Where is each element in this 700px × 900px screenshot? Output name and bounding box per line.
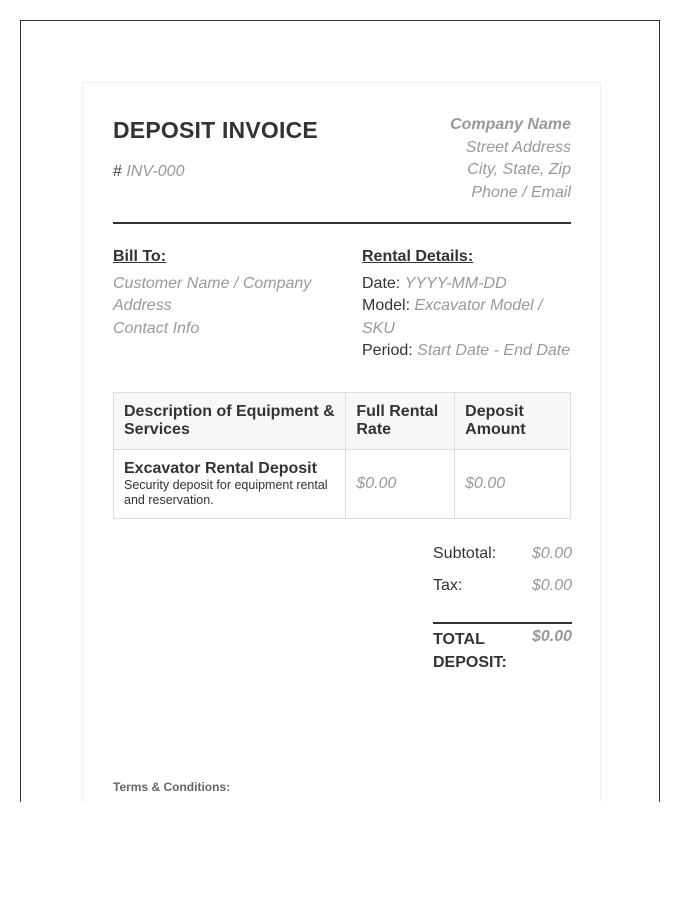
rental-model-value: Excavator Model / SKU [362,297,543,337]
invoice-number-prefix: # [113,163,122,180]
total-row [433,628,572,674]
rental-date-label: Date: [362,274,401,292]
total-label: TOTAL DEPOSIT: [433,631,507,671]
invoice-title: DEPOSIT INVOICE [113,117,318,143]
item-rental-rate: $0.00 [346,450,455,519]
invoice-number-value: INV-000 [126,163,185,180]
header-deposit-amount: Deposit Amount [455,393,571,450]
rental-model-line [362,295,577,340]
subtotal-row [433,543,572,575]
rental-period-value: Start Date - End Date [417,342,571,359]
rental-date-value: YYYY-MM-DD [404,274,507,292]
item-title: Excavator Rental Deposit [124,460,317,477]
header-description: Description of Equipment & Services [114,393,346,450]
total-value: $0.00 [531,628,572,645]
item-description: Security deposit for equipment rental and reservation. [124,478,328,507]
document-frame [20,20,660,802]
company-block [450,114,571,204]
totals-section [433,543,572,671]
company-name: Company Name [450,116,571,133]
line-items-table [113,392,571,519]
bill-to-section [113,246,328,340]
bill-to-contact: Contact Info [113,319,200,337]
rental-model-label: Model: [362,297,411,314]
tax-row [433,575,572,607]
item-description-cell [114,450,346,519]
rental-details-section [362,246,577,363]
rental-period-label: Period: [362,342,413,359]
table-row [114,450,571,519]
bill-to-title: Bill To: [113,248,167,265]
terms-title: Terms & Conditions: [113,780,231,794]
invoice-page [82,82,601,802]
bill-to-name: Customer Name / Company [113,274,312,292]
table-header-row [114,393,571,450]
total-divider [433,622,572,624]
subtotal-label: Subtotal: [433,545,497,562]
tax-value: $0.00 [531,577,572,594]
rental-date-line [362,273,577,296]
tax-label: Tax: [433,577,463,594]
header-divider [113,222,571,224]
item-deposit-amount: $0.00 [455,450,571,519]
bill-to-address: Address [113,297,172,314]
subtotal-value: $0.00 [531,545,572,562]
rental-period-line [362,340,577,363]
rental-details-title: Rental Details: [362,248,474,265]
invoice-number [113,163,184,181]
company-contact: Phone / Email [471,183,571,201]
header-rental-rate: Full Rental Rate [346,393,455,450]
company-street: Street Address [465,138,571,156]
company-city: City, State, Zip [467,161,571,178]
